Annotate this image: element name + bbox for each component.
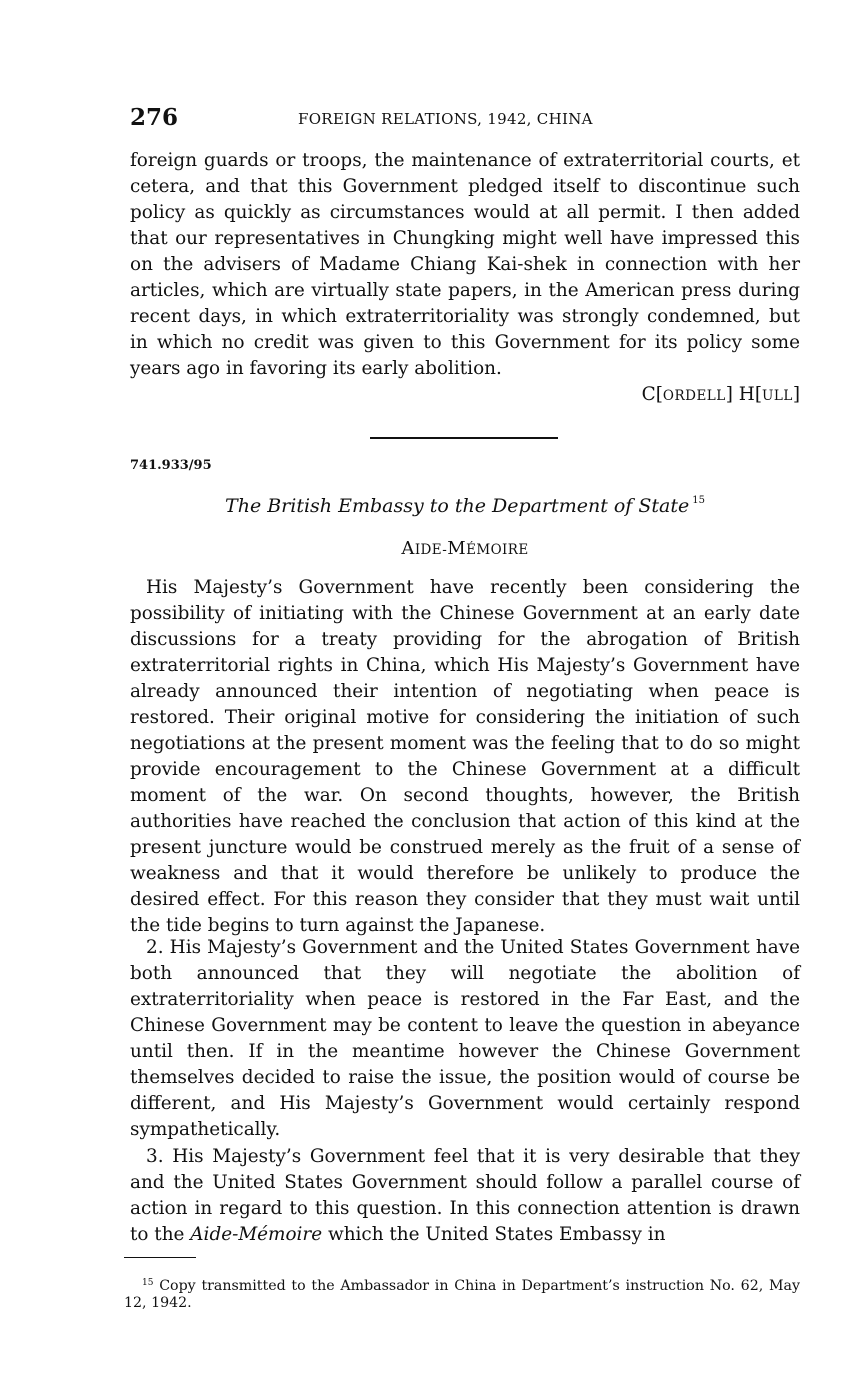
doc-type-rest-a: IDE- — [414, 542, 448, 558]
page-number: 276 — [130, 104, 179, 131]
memo-paragraph-2: 2. His Majesty’s Government and the United States Government have both announced that they will negotiate the abolition of extraterritoriality when peace is restored in the Far East, and the Chinese Government may be content to leave the question in abeyance until then. If in the meantime however the Chinese Government themselves decided to raise the issue, the position would of course be different, and His Majesty’s Government would certainly respond sympathetically. — [130, 937, 800, 1140]
footnote-text: Copy transmitted to the Ambassador in China in Department’s instruction No. 62, May 12, 1942. — [124, 1278, 800, 1311]
section-divider — [370, 437, 558, 439]
file-number: 741.933/95 — [130, 458, 212, 473]
signature-initial-last: H — [738, 384, 755, 405]
signature-initial-first: C — [641, 384, 656, 405]
doc-type-rest-m: ÉMOIRE — [466, 542, 529, 558]
memo-paragraph-3-emphasis: Aide-Mémoire — [190, 1224, 323, 1245]
running-title: FOREIGN RELATIONS, 1942, CHINA — [298, 110, 593, 128]
document-title — [130, 488, 800, 519]
document-type-heading — [130, 537, 800, 562]
memo-paragraph-3 — [130, 1144, 800, 1248]
letter-continuation-paragraph: foreign guards or troops, the maintenance of extraterritorial courts, et cetera, and that this Government pledged itself to discontinue such policy as quickly as circumstances would at all permit. I then added that our representatives in Chungking might well have impressed this on the advisers of Madame Chiang Kai-shek in connection with her articles, which are virtually state papers, in the American press during recent days, in which extraterritoriality was strongly condemned, but in which no credit was given to this Government for its policy some years ago in favoring its early abolition. — [130, 150, 800, 379]
doc-type-initial-a: A — [401, 538, 415, 559]
doc-type-initial-m: M — [447, 538, 467, 559]
memo-paragraph-3-after: which the United States Embassy in — [322, 1224, 666, 1245]
footnote-reference: 15 — [692, 495, 705, 506]
memo-paragraph-1: His Majesty’s Government have recently been considering the possibility of initiating with the Chinese Government at an early date discussions for a treaty providing for the abrogation of British extraterritorial rights in China, which His Majesty’s Government have already announced their intention of negotiating when peace is restored. Their original motive for considering the initiation of such negotiations at the present moment was the feeling that to do so might provide encouragement to the Chinese Government at a difficult moment of the war. On second thoughts, however, the British authorities have reached the conclusion that action of this kind at the present juncture would be construed merely as the fruit of a sense of weakness and that it would therefore be unlikely to produce the desired effect. For this reason they consider that they must wait until the tide begins to turn against the Japanese. — [130, 577, 800, 936]
page-header — [130, 100, 800, 136]
signature: C[ORDELL] H[ULL] — [641, 384, 800, 405]
signature-rest-last: ULL — [762, 388, 793, 404]
footnote-divider — [124, 1257, 196, 1258]
document-title-text: The British Embassy to the Department of State — [225, 495, 690, 517]
footnote — [124, 1275, 800, 1312]
signature-rest-first: ORDELL — [662, 388, 726, 404]
memo-paragraph-3-before: 3. His Majesty’s Government feel that it is very desirable that they and the United States Government should follow a parallel course of action in regard to this question. In this connection attention is drawn to the — [130, 1146, 800, 1245]
footnote-marker: 15 — [142, 1278, 154, 1288]
